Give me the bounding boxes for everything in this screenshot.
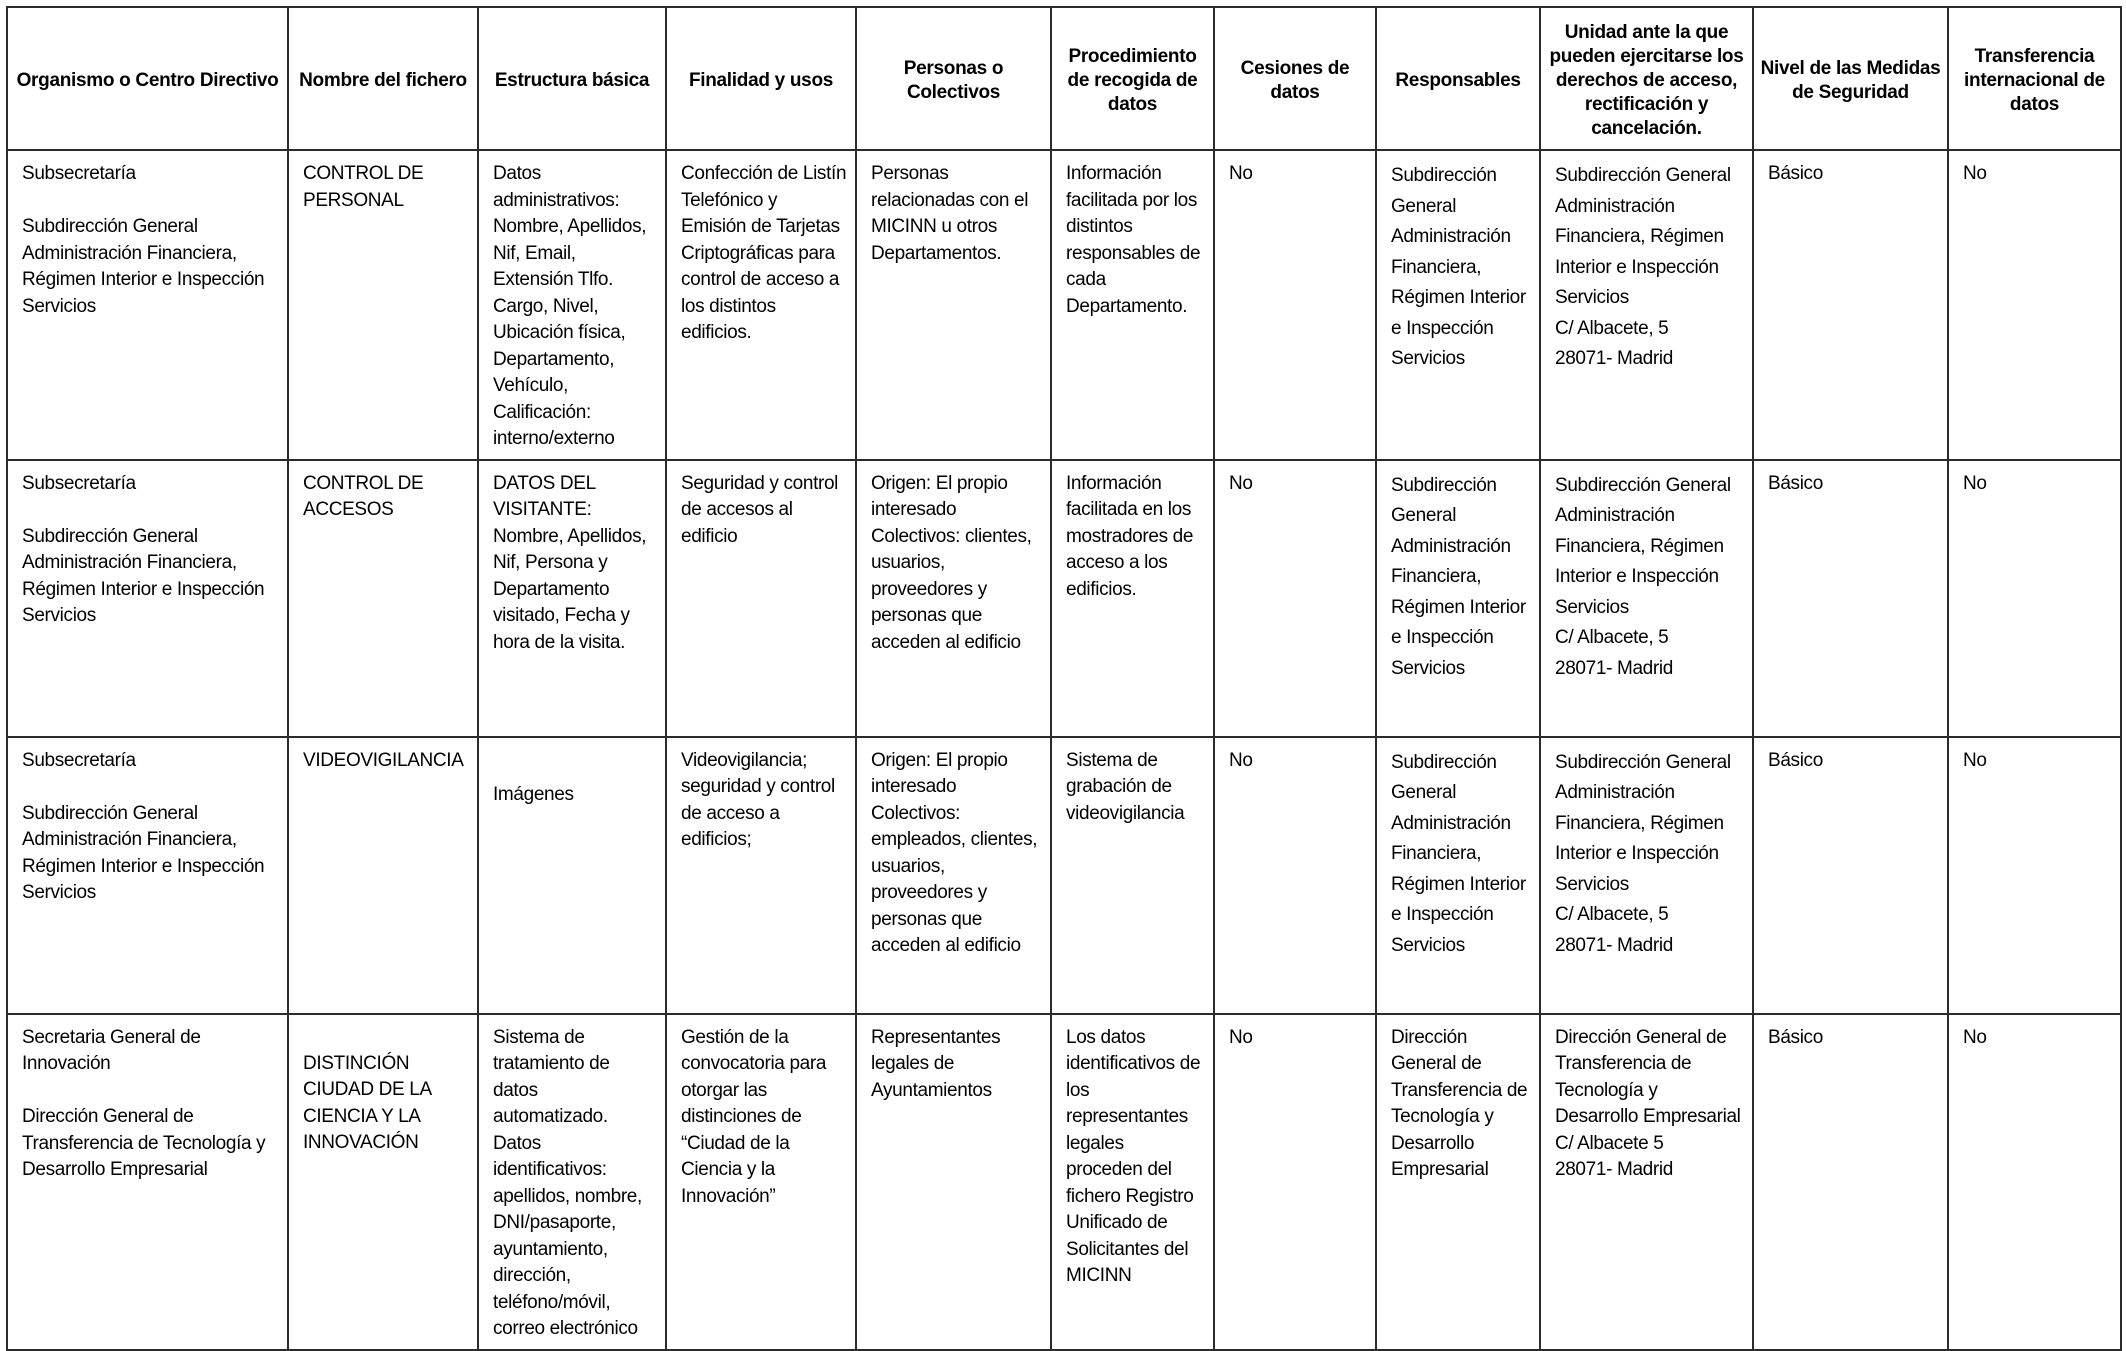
cell-nivel: Básico xyxy=(1753,1014,1948,1350)
cell-procedimiento: Los datos identificativos de los representantes legales proceden del fichero Registro Unificado de Solicitantes del MICINN xyxy=(1051,1014,1214,1350)
cell-fichero: DISTINCIÓN CIUDAD DE LA CIENCIA Y LA INNOVACIÓN xyxy=(288,1014,478,1350)
header-organismo: Organismo o Centro Directivo xyxy=(7,7,288,150)
header-transferencia: Transferencia internacional de datos xyxy=(1948,7,2121,150)
cell-estructura: Imágenes xyxy=(478,737,666,1014)
cell-fichero: CONTROL DE ACCESOS xyxy=(288,460,478,737)
cell-cesiones: No xyxy=(1214,150,1376,460)
cell-unidad: Subdirección General Administración Financiera, Régimen Interior e Inspección Servicios C/ Albacete, 5 28071- Madrid xyxy=(1540,150,1753,460)
cell-finalidad: Confección de Listín Telefónico y Emisión de Tarjetas Criptográficas para control de acceso a los distintos edificios. xyxy=(666,150,856,460)
cell-organismo: Subsecretaría Subdirección General Administración Financiera, Régimen Interior e Inspección Servicios xyxy=(7,150,288,460)
table-row xyxy=(7,737,2121,1014)
header-responsables: Responsables xyxy=(1376,7,1540,150)
header-unidad: Unidad ante la que pueden ejercitarse los derechos de acceso, rectificación y cancelación. xyxy=(1540,7,1753,150)
cell-estructura: Sistema de tratamiento de datos automatizado. Datos identificativos: apellidos, nombre, DNI/pasaporte, ayuntamiento, dirección, teléfono/móvil, correo electrónico xyxy=(478,1014,666,1350)
cell-responsables: Dirección General de Transferencia de Tecnología y Desarrollo Empresarial xyxy=(1376,1014,1540,1350)
cell-organismo: Subsecretaría Subdirección General Administración Financiera, Régimen Interior e Inspección Servicios xyxy=(7,737,288,1014)
header-estructura: Estructura básica xyxy=(478,7,666,150)
cell-personas: Representantes legales de Ayuntamientos xyxy=(856,1014,1051,1350)
cell-unidad: Subdirección General Administración Financiera, Régimen Interior e Inspección Servicios C/ Albacete, 5 28071- Madrid xyxy=(1540,737,1753,1014)
header-procedimiento: Procedimiento de recogida de datos xyxy=(1051,7,1214,150)
cell-procedimiento: Información facilitada por los distintos responsables de cada Departamento. xyxy=(1051,150,1214,460)
cell-estructura: Datos administrativos: Nombre, Apellidos, Nif, Email, Extensión Tlfo. Cargo, Nivel, Ubicación física, Departamento, Vehículo, Calificación: interno/externo xyxy=(478,150,666,460)
cell-unidad: Dirección General de Transferencia de Tecnología y Desarrollo Empresarial C/ Albacete 5 28071- Madrid xyxy=(1540,1014,1753,1350)
cell-transferencia: No xyxy=(1948,150,2121,460)
cell-procedimiento: Información facilitada en los mostradores de acceso a los edificios. xyxy=(1051,460,1214,737)
cell-organismo: Subsecretaría Subdirección General Administración Financiera, Régimen Interior e Inspección Servicios xyxy=(7,460,288,737)
header-row xyxy=(7,7,2121,150)
header-personas: Personas o Colectivos xyxy=(856,7,1051,150)
cell-nivel: Básico xyxy=(1753,460,1948,737)
header-fichero: Nombre del fichero xyxy=(288,7,478,150)
cell-unidad: Subdirección General Administración Financiera, Régimen Interior e Inspección Servicios C/ Albacete, 5 28071- Madrid xyxy=(1540,460,1753,737)
cell-responsables: Subdirección General Administración Financiera, Régimen Interior e Inspección Servicios xyxy=(1376,150,1540,460)
cell-estructura: DATOS DEL VISITANTE: Nombre, Apellidos, Nif, Persona y Departamento visitado, Fecha y hora de la visita. xyxy=(478,460,666,737)
cell-finalidad: Seguridad y control de accesos al edificio xyxy=(666,460,856,737)
table-row xyxy=(7,150,2121,460)
cell-transferencia: No xyxy=(1948,737,2121,1014)
table-row xyxy=(7,460,2121,737)
table-row xyxy=(7,1014,2121,1350)
cell-cesiones: No xyxy=(1214,737,1376,1014)
cell-transferencia: No xyxy=(1948,1014,2121,1350)
cell-cesiones: No xyxy=(1214,460,1376,737)
cell-personas: Personas relacionadas con el MICINN u otros Departamentos. xyxy=(856,150,1051,460)
cell-cesiones: No xyxy=(1214,1014,1376,1350)
data-files-table xyxy=(6,6,2122,1351)
cell-finalidad: Gestión de la convocatoria para otorgar las distinciones de “Ciudad de la Ciencia y la Innovación” xyxy=(666,1014,856,1350)
cell-responsables: Subdirección General Administración Financiera, Régimen Interior e Inspección Servicios xyxy=(1376,737,1540,1014)
cell-nivel: Básico xyxy=(1753,737,1948,1014)
cell-nivel: Básico xyxy=(1753,150,1948,460)
cell-personas: Origen: El propio interesado Colectivos: clientes, usuarios, proveedores y personas que acceden al edificio xyxy=(856,460,1051,737)
header-finalidad: Finalidad y usos xyxy=(666,7,856,150)
cell-fichero: VIDEOVIGILANCIA xyxy=(288,737,478,1014)
cell-responsables: Subdirección General Administración Financiera, Régimen Interior e Inspección Servicios xyxy=(1376,460,1540,737)
cell-finalidad: Videovigilancia; seguridad y control de acceso a edificios; xyxy=(666,737,856,1014)
header-cesiones: Cesiones de datos xyxy=(1214,7,1376,150)
cell-transferencia: No xyxy=(1948,460,2121,737)
header-nivel: Nivel de las Medidas de Seguridad xyxy=(1753,7,1948,150)
cell-procedimiento: Sistema de grabación de videovigilancia xyxy=(1051,737,1214,1014)
cell-fichero: CONTROL DE PERSONAL xyxy=(288,150,478,460)
cell-organismo: Secretaria General de Innovación Dirección General de Transferencia de Tecnología y Desarrollo Empresarial xyxy=(7,1014,288,1350)
cell-personas: Origen: El propio interesado Colectivos: empleados, clientes, usuarios, proveedores y personas que acceden al edificio xyxy=(856,737,1051,1014)
